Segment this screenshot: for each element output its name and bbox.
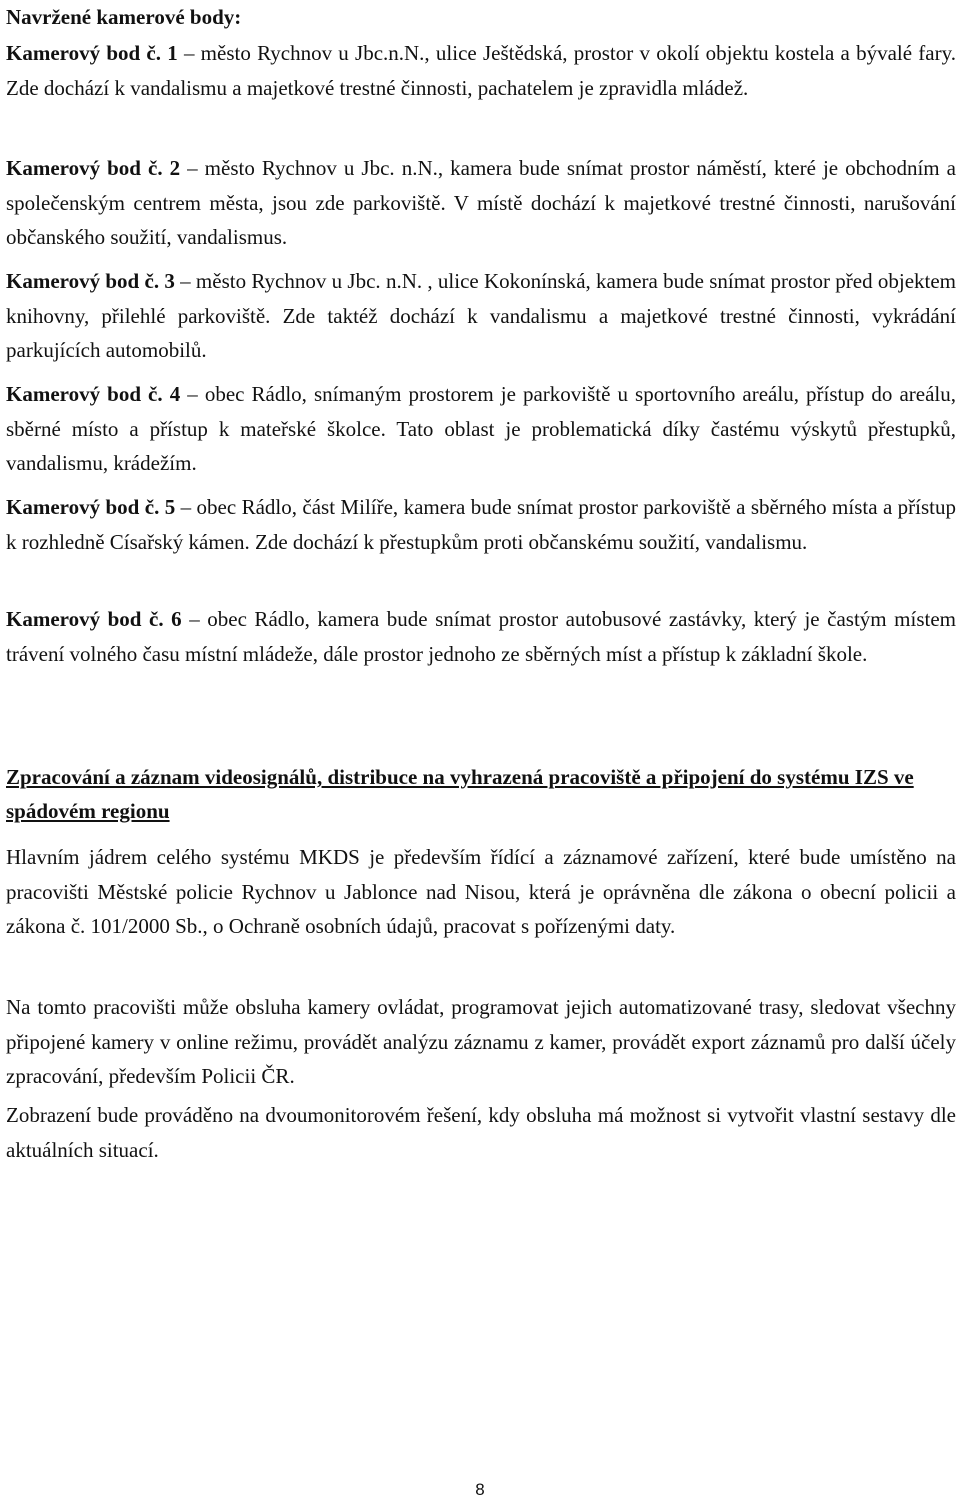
camera-point-number: 5 (164, 495, 176, 519)
camera-point-label: Kamerový bod č. (6, 495, 160, 519)
camera-point-number: 3 (164, 269, 175, 293)
camera-point-text: – obec Rádlo, část Milíře, kamera bude snímat prostor parkoviště a sběrného místa a přístup k rozhledně Císařský kámen. Zde dochází k přestupkům proti občanskému soužití, vandalismu. (6, 495, 957, 554)
camera-point-5 (6, 490, 956, 559)
section-heading-camera-points: Navržené kamerové body: (6, 5, 242, 29)
section-paragraph-3: Zobrazení bude prováděno na dvoumonitorovém řešení, kdy obsluha má možnost si vytvořit vlastní sestavy dle aktuálních situací. (6, 1103, 956, 1162)
camera-point-number: 1 (167, 41, 178, 65)
camera-point-text: – město Rychnov u Jbc.n.N., ulice Ještědská, prostor v okolí objektu kostela a bývalé fary. Zde dochází k vandalismu a majetkové trestné činnosti, pachatelem je zpravidla mládež. (6, 41, 956, 100)
camera-point-text: – obec Rádlo, snímaným prostorem je parkoviště u sportovního areálu, přístup do areálu, sběrné místo a přístup k mateřské školce. Tato oblast je problematická díky častému výskytů přestupků, vandalismu, krádežím. (6, 382, 957, 475)
camera-point-2 (6, 151, 956, 255)
section-paragraph-1: Hlavním jádrem celého systému MKDS je především řídící a záznamové zařízení, které bude umístěno na pracovišti Městské policie Rychnov u Jablonce nad Nisou, která je oprávněna dle zákona o obecní policii a zákona č. 101/2000 Sb., o Ochraně osobních údajů, pracovat s pořízenými daty. (6, 845, 956, 938)
section-paragraph-2: Na tomto pracovišti může obsluha kamery ovládat, programovat jejich automatizované trasy, sledovat všechny připojené kamery v online režimu, provádět analýzu záznamu z kamer, provádět export záznamů pro další účely zpracování, především Policii ČR. (6, 995, 956, 1088)
camera-point-label: Kamerový bod č. (6, 269, 160, 293)
camera-point-text: – město Rychnov u Jbc. n.N., kamera bude snímat prostor náměstí, které je obchodním a společenským centrem města, jsou zde parkoviště. V místě dochází k majetkové trestné činnosti, narušování občanského soužití, vandalismus. (6, 156, 956, 249)
camera-point-number: 2 (169, 156, 181, 180)
camera-point-1 (6, 36, 956, 105)
camera-point-label: Kamerový bod č. (6, 41, 161, 65)
section-title: Zpracování a záznam videosignálů, distribuce na vyhrazená pracoviště a připojení do systému IZS ve spádovém regionu (6, 765, 914, 823)
camera-point-text: – město Rychnov u Jbc. n.N. , ulice Kokonínská, kamera bude snímat prostor před objektem knihovny, přilehlé parkoviště. Zde taktéž dochází k vandalismu a majetkové trestné činnosti, vykrádání parkujících automobilů. (6, 269, 957, 362)
page-number: 8 (475, 1480, 485, 1499)
camera-point-label: Kamerový bod č. (6, 382, 163, 406)
camera-point-label: Kamerový bod č. (6, 607, 164, 631)
camera-point-label: Kamerový bod č. (6, 156, 163, 180)
camera-point-4 (6, 377, 956, 481)
camera-point-number: 6 (171, 607, 182, 631)
camera-point-6 (6, 602, 956, 671)
camera-point-3 (6, 264, 956, 368)
camera-point-number: 4 (169, 382, 181, 406)
camera-point-text: – obec Rádlo, kamera bude snímat prostor autobusové zastávky, který je častým místem trávení volného času místní mládeže, dále prostor jednoho ze sběrných míst a přístup k základní škole. (6, 607, 956, 666)
